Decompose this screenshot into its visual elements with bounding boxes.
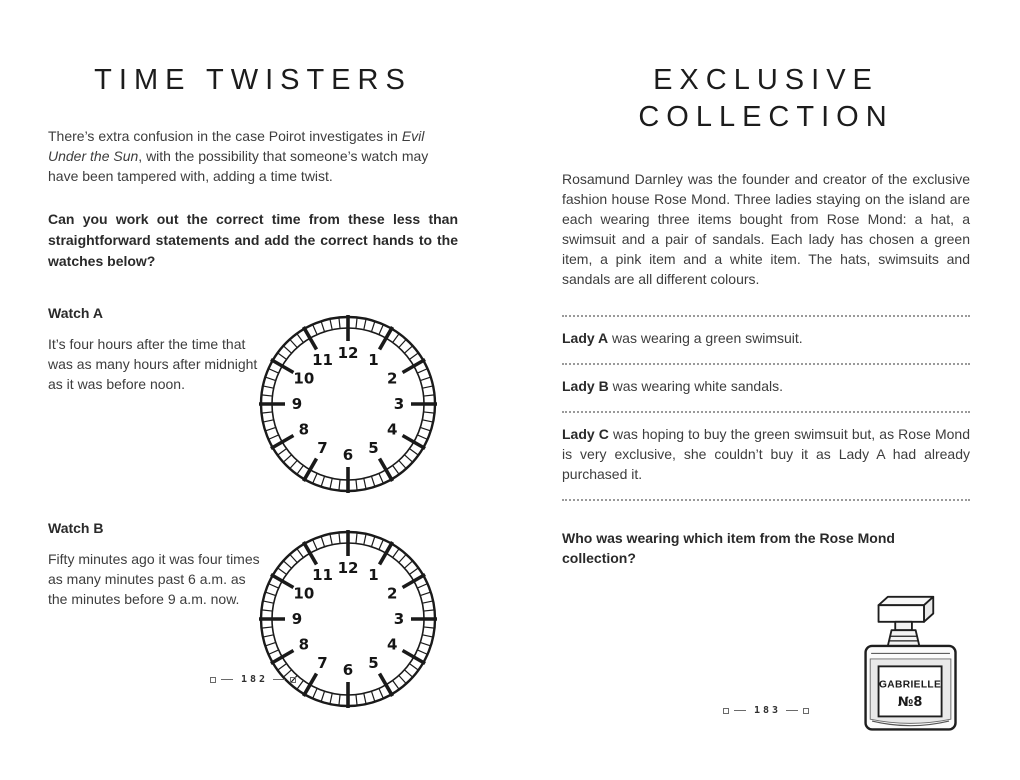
svg-text:10: 10 — [293, 584, 315, 603]
footer-line-ornament — [273, 679, 285, 680]
clue-lady-c-text: was hoping to buy the green swimsuit but, as Rose Mond is very exclusive, she couldn’t buy it as Lady A had already purchased it. — [562, 426, 970, 482]
watch-a-heading: Watch A — [48, 305, 103, 321]
intro-text-pre: There’s extra confusion in the case Poirot investigates in — [48, 128, 402, 144]
svg-text:9: 9 — [291, 610, 303, 628]
svg-text:1: 1 — [368, 350, 379, 369]
footer-square-ornament — [803, 708, 809, 714]
svg-text:11: 11 — [312, 350, 333, 369]
clue-lady-a — [562, 328, 970, 348]
watch-b-heading: Watch B — [48, 520, 104, 536]
right-page — [562, 0, 970, 740]
svg-text:6: 6 — [342, 446, 354, 464]
perfume-brand-text: GABRIELLE — [878, 679, 942, 691]
left-page-title: TIME TWISTERS — [94, 64, 412, 96]
watch-b-clue: Fifty minutes ago it was four times as many minutes past 6 a.m. as the minutes before 9 a.m. now. — [48, 551, 260, 607]
watch-a-clock-face — [258, 314, 438, 494]
right-puzzle-question: Who was wearing which item from the Rose Mond collection? — [562, 530, 895, 566]
clue-lady-b-text: was wearing white sandals. — [608, 378, 783, 394]
clue-lady-b-label: Lady B — [562, 378, 609, 394]
clue-lady-c-label: Lady C — [562, 426, 609, 442]
book-title-italic: Evil Under the Sun — [48, 128, 425, 164]
right-page-title — [562, 62, 970, 136]
dotted-divider — [562, 315, 970, 317]
footer-square-ornament — [290, 677, 296, 683]
left-page-footer — [48, 674, 458, 685]
svg-text:3: 3 — [393, 395, 405, 413]
svg-text:12: 12 — [337, 559, 359, 577]
clue-lady-a-text: was wearing a green swimsuit. — [608, 330, 803, 346]
footer-line-ornament — [734, 710, 746, 711]
svg-text:10: 10 — [293, 369, 315, 388]
perfume-number-text: №8 — [897, 695, 923, 711]
right-intro-paragraph: Rosamund Darnley was the founder and creator of the exclusive fashion house Rose Mond. Three ladies staying on the island are each wearing three items bought from Rose Mond: a hat, a swimsuit and a pair of sandals. Each lady has chosen a green item, a pink item and a white item. The hats, swimsuits and sandals are all different colours. — [562, 171, 970, 287]
watch-a-clue: It’s four hours after the time that was as many hours after midnight as it was before noon. — [48, 336, 258, 392]
left-page — [48, 0, 458, 709]
right-page-footer — [562, 705, 970, 716]
footer-square-ornament — [723, 708, 729, 714]
svg-text:8: 8 — [298, 420, 310, 439]
svg-text:6: 6 — [342, 661, 354, 679]
dotted-divider — [562, 411, 970, 413]
left-intro-paragraph — [48, 126, 458, 186]
svg-text:2: 2 — [386, 584, 398, 603]
svg-text:5: 5 — [368, 439, 379, 458]
right-title-line2: COLLECTION — [638, 101, 894, 133]
svg-text:9: 9 — [291, 395, 303, 413]
dotted-divider — [562, 499, 970, 501]
watch-b-text-block — [48, 520, 266, 609]
right-page-number: 183 — [753, 705, 782, 716]
svg-text:1: 1 — [368, 565, 379, 584]
footer-square-ornament — [210, 677, 216, 683]
footer-line-ornament — [221, 679, 233, 680]
svg-text:4: 4 — [386, 420, 398, 439]
svg-text:7: 7 — [317, 439, 328, 458]
clue-lady-c — [562, 424, 970, 484]
svg-text:11: 11 — [312, 565, 333, 584]
svg-text:8: 8 — [298, 635, 310, 654]
left-page-number: 182 — [240, 674, 269, 685]
svg-text:5: 5 — [368, 654, 379, 673]
clue-lady-b — [562, 376, 970, 396]
clue-lady-a-label: Lady A — [562, 330, 609, 346]
svg-text:7: 7 — [317, 654, 328, 673]
intro-text-post: , with the possibility that someone’s watch may have been tampered with, adding a time twist. — [48, 148, 429, 184]
svg-text:12: 12 — [337, 344, 359, 362]
svg-text:4: 4 — [386, 635, 398, 654]
perfume-bottle-illustration — [562, 594, 970, 740]
watch-a-text-block — [48, 305, 266, 394]
footer-line-ornament — [786, 710, 798, 711]
watch-a-section — [48, 305, 458, 494]
right-title-line1: EXCLUSIVE — [653, 64, 879, 96]
left-puzzle-question: Can you work out the correct time from these less than straightforward statements and add the correct hands to the watches below? — [48, 211, 458, 269]
dotted-divider — [562, 363, 970, 365]
svg-text:3: 3 — [393, 610, 405, 628]
svg-text:2: 2 — [386, 369, 398, 388]
